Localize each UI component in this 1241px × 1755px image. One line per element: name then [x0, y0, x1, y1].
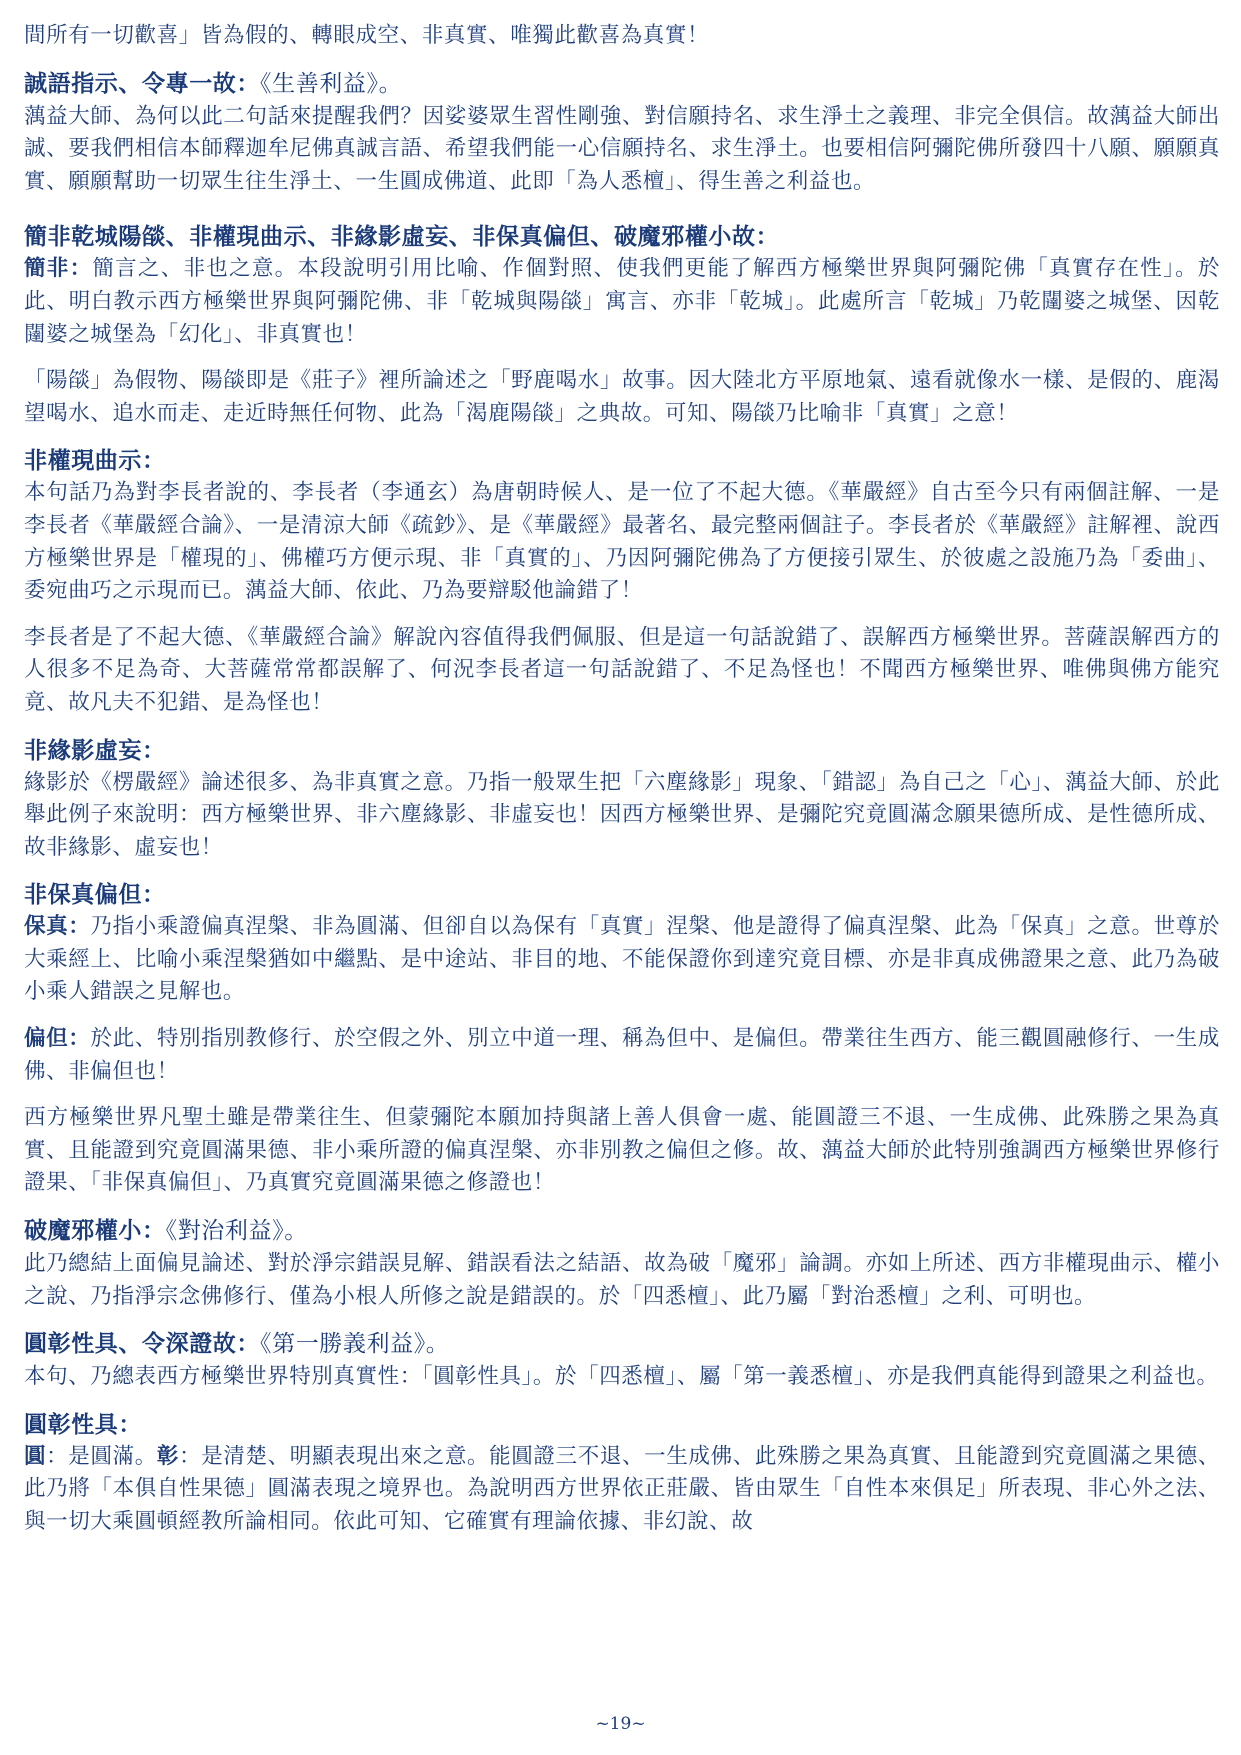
- term-label: 偏但：: [24, 1026, 91, 1052]
- paragraph: 本句話乃為對李長者說的、李長者（李通玄）為唐朝時候人、是一位了不起大德。《華嚴經》自古至今只有兩個註解、一是李長者《華嚴經合論》、一是清涼大師《疏鈔》、是《華嚴經》最著名、最完整兩個註子。李長者於《華嚴經》註解裡、說西方極樂世界是「權現的」、佛權巧方便示現、非「真實的」、乃因阿彌陀佛為了方便接引眾生、於彼處之設施乃為「委曲」、委宛曲巧之示現而已。蕅益大師、依此、乃為要辯駁他論錯了！: [24, 480, 1220, 604]
- paragraph: 本句、乃總表西方極樂世界特別真實性：「圓彰性具」。於「四悉檀」、屬「第一義悉檀」、亦是我們真能得到證果之利益也。: [24, 1364, 1219, 1390]
- section-heading-perfect-manifest: [24, 1327, 1220, 1361]
- paragraph: 「陽燄」為假物、陽燄即是《莊子》裡所論述之「野鹿喝水」故事。因大陸北方平原地氣、遠看就像水一樣、是假的、鹿渴望喝水、追水而走、走近時無任何物、此為「渴鹿陽燄」之典故。可知、陽燄乃比喻非「真實」之意！: [24, 368, 1220, 426]
- heading-text: 誠語指示、令專一故：: [24, 69, 260, 97]
- term-text: 乃指小乘證偏真涅槃、非為圓滿、但卻自以為保有「真實」涅槃、他是證得了偏真涅槃、此為「保真」之意。世尊於大乘經上、比喻小乘涅槃猶如中繼點、是中途站、非目的地、不能保證你到達究竟目標、亦是非真成佛證果之意、此乃為破小乘人錯誤之見解也。: [24, 914, 1220, 1005]
- term-text: ：是清楚、明顯表現出來之意。能圓證三不退、一生成佛、此殊勝之果為真實、且能證到究竟圓滿之果德、此乃將「本俱自性果德」圓滿表現之境界也。為說明西方世界依正莊嚴、皆由眾生「自性本來俱足」所表現、非心外之法、與一切大乘圓頓經教所論相同。依此可知、它確實有理論依據、非幻說、故: [24, 1443, 1220, 1534]
- term-label: 彰: [156, 1443, 180, 1469]
- paragraph: 此乃總結上面偏見論述、對於淨宗錯誤見解、錯誤看法之結語、故為破「魔邪」論調。亦如上所述、西方非權現曲示、權小之說、乃指淨宗念佛修行、僅為小根人所修之說是錯誤的。於「四悉檀」、此乃屬「對治悉檀」之利、可明也。: [24, 1251, 1220, 1309]
- term-text: ：是圓滿。: [46, 1443, 157, 1469]
- section-heading-perfect-nature: 圓彰性具：: [24, 1410, 142, 1438]
- term-label: 簡非：: [24, 256, 93, 282]
- section-heading-not-expedient: 非權現曲示：: [24, 447, 166, 475]
- section-heading-not-illusory: 非緣影虛妄：: [24, 736, 166, 764]
- heading-reference: 《第一勝義利益》。: [260, 1331, 450, 1358]
- term-text: 簡言之、非也之意。本段說明引用比喻、作個對照、使我們更能了解西方極樂世界與阿彌陀佛「真實存在性」。於此、明白教示西方極樂世界與阿彌陀佛、非「乾城與陽燄」寓言、亦非「乾城」。此處所言「乾城」乃乾闥婆之城堡、因乾闥婆之城堡為「幻化」、非真實也！: [24, 256, 1220, 347]
- term-text: 於此、特別指別教修行、於空假之外、別立中道一理、稱為但中、是偏但。帶業往生西方、能三觀圓融修行、一生成佛、非偏但也！: [24, 1026, 1220, 1084]
- paragraph: [24, 1023, 1220, 1088]
- section-heading-distinguish: 簡非乾城陽燄、非權現曲示、非緣影虛妄、非保真偏但、破魔邪權小故：: [24, 223, 780, 251]
- page-number: ~19~: [595, 1714, 646, 1734]
- term-label: 圓: [24, 1443, 47, 1469]
- paragraph: [24, 1441, 1220, 1539]
- paragraph: [24, 253, 1220, 351]
- paragraph: 蕅益大師、為何以此二句話來提醒我們？因娑婆眾生習性剛強、對信願持名、求生淨土之義理、非完全俱信。故蕅益大師出誠、要我們相信本師釋迦牟尼佛真誠言語、希望我們能一心信願持名、求生淨土。也要相信阿彌陀佛所發四十八願、願願真實、願願幫助一切眾生往生淨土、一生圓成佛道、此即「為人悉檀」、得生善之利益也。: [24, 103, 1220, 194]
- heading-reference: 《生善利益》。: [260, 70, 403, 97]
- heading-reference: 《對治利益》。: [165, 1218, 308, 1245]
- section-heading-refute: [24, 1214, 1220, 1248]
- paragraph: 李長者是了不起大德、《華嚴經合論》解說內容值得我們佩服、但是這一句話說錯了、誤解西方極樂世界。菩薩誤解西方的人很多不足為奇、大菩薩常常都誤解了、何況李長者這一句話說錯了、不足為怪也！不聞西方極樂世界、唯佛與佛方能究竟、故凡夫不犯錯、是為怪也！: [24, 624, 1220, 715]
- section-heading-not-partial: 非保真偏但：: [24, 881, 166, 909]
- paragraph: 西方極樂世界凡聖土雖是帶業往生、但蒙彌陀本願加持與諸上善人俱會一處、能圓證三不退、一生成佛、此殊勝之果為真實、且能證到究竟圓滿果德、非小乘所證的偏真涅槃、亦非別教之偏但之修。故、蕅益大師於此特別強調西方極樂世界修行證果、「非保真偏但」、乃真實究竟圓滿果德之修證也！: [24, 1105, 1220, 1196]
- section-heading-sincere-words: [24, 67, 1220, 101]
- heading-text: 圓彰性具、令深證故：: [24, 1330, 260, 1358]
- paragraph: 緣影於《楞嚴經》論述很多、為非真實之意。乃指一般眾生把「六塵緣影」現象、「錯認」為自己之「心」、蕅益大師、於此舉此例子來說明：西方極樂世界、非六塵緣影、非虛妄也！因西方極樂世界、是彌陀究竟圓滿念願果德所成、是性德所成、故非緣影、虛妄也！: [24, 769, 1220, 860]
- paragraph: [24, 911, 1220, 1009]
- heading-text: 破魔邪權小：: [24, 1217, 166, 1245]
- intro-paragraph: 間所有一切歡喜」皆為假的、轉眼成空、非真實、唯獨此歡喜為真實！: [24, 23, 710, 48]
- document-page: [24, 20, 1220, 1539]
- term-label: 保真：: [24, 914, 91, 940]
